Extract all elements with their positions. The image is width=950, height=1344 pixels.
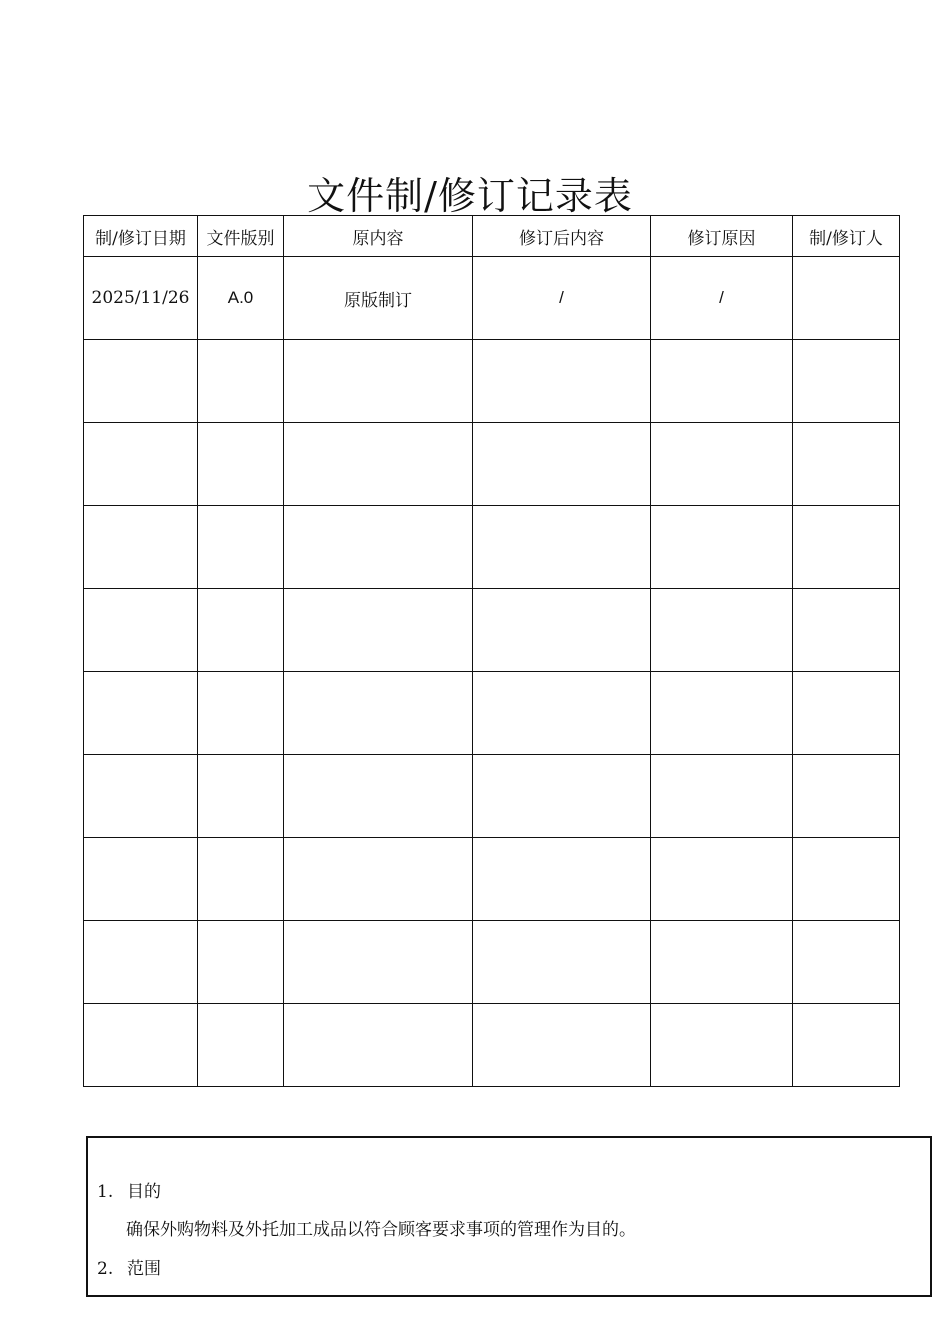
cell-revision-reason [651,423,793,506]
cell-revision-date [84,423,198,506]
table-header-row [84,216,900,257]
cell-document-version [198,672,284,755]
cell-reviser [793,506,900,589]
section-heading: 范围 [127,1259,161,1279]
cell-revision-date [84,1004,198,1087]
cell-revised-content [473,755,651,838]
cell-revised-content [473,423,651,506]
cell-original-content [284,506,473,589]
cell-revised-content [473,672,651,755]
cell-original-content [284,672,473,755]
header-reviser: 制/修订人 [793,216,900,257]
cell-reviser [793,423,900,506]
table-row [84,1004,900,1087]
cell-reviser [793,589,900,672]
cell-original-content [284,838,473,921]
cell-revised-content [473,1004,651,1087]
header-revision-reason: 修订原因 [651,216,793,257]
table-row [84,340,900,423]
header-revised-content: 修订后内容 [473,216,651,257]
cell-revision-date [84,838,198,921]
cell-revision-reason [651,755,793,838]
section-heading: 目的 [127,1182,161,1202]
cell-document-version [198,589,284,672]
cell-document-version [198,921,284,1004]
section-number: 2. [97,1259,114,1279]
section-scope-heading [97,1257,161,1281]
cell-reviser [793,921,900,1004]
cell-document-version [198,506,284,589]
cell-original-content: 原版制订 [284,257,473,340]
cell-revision-reason: / [651,257,793,340]
table-row [84,506,900,589]
cell-revision-date [84,921,198,1004]
page-title: 文件制/修订记录表 [307,174,633,218]
section-purpose-body: 确保外购物料及外托加工成品以符合顾客要求事项的管理作为目的。 [126,1220,636,1240]
cell-revision-date [84,672,198,755]
cell-original-content [284,589,473,672]
cell-revision-reason [651,1004,793,1087]
cell-revision-date [84,755,198,838]
table-row [84,921,900,1004]
cell-original-content [284,340,473,423]
section-purpose-heading [97,1180,161,1204]
section-number: 1. [97,1182,114,1202]
cell-revision-reason [651,672,793,755]
cell-document-version [198,755,284,838]
cell-reviser [793,755,900,838]
cell-original-content [284,921,473,1004]
cell-original-content [284,755,473,838]
table-row [84,423,900,506]
table-row [84,838,900,921]
cell-original-content [284,423,473,506]
procedure-text-box [86,1136,932,1297]
cell-reviser [793,672,900,755]
cell-revision-reason [651,340,793,423]
cell-revision-reason [651,506,793,589]
header-revision-date: 制/修订日期 [84,216,198,257]
cell-revised-content [473,589,651,672]
cell-revision-date [84,589,198,672]
cell-revision-date [84,340,198,423]
cell-reviser [793,340,900,423]
revision-record-table [83,215,900,1087]
header-original-content: 原内容 [284,216,473,257]
table-row [84,755,900,838]
table-row [84,672,900,755]
table-row [84,589,900,672]
cell-reviser [793,838,900,921]
cell-document-version [198,340,284,423]
cell-revised-content [473,506,651,589]
cell-revision-reason [651,921,793,1004]
cell-reviser [793,1004,900,1087]
cell-revised-content [473,340,651,423]
cell-revision-reason [651,589,793,672]
cell-reviser [793,257,900,340]
cell-revision-date: 2025/11/26 [84,257,198,340]
cell-original-content [284,1004,473,1087]
cell-document-version [198,838,284,921]
table-row [84,257,900,340]
cell-revised-content [473,921,651,1004]
cell-document-version [198,423,284,506]
header-document-version: 文件版别 [198,216,284,257]
cell-revision-date [84,506,198,589]
cell-document-version [198,1004,284,1087]
cell-revision-reason [651,838,793,921]
cell-revised-content: / [473,257,651,340]
cell-document-version: A.0 [198,257,284,340]
cell-revised-content [473,838,651,921]
